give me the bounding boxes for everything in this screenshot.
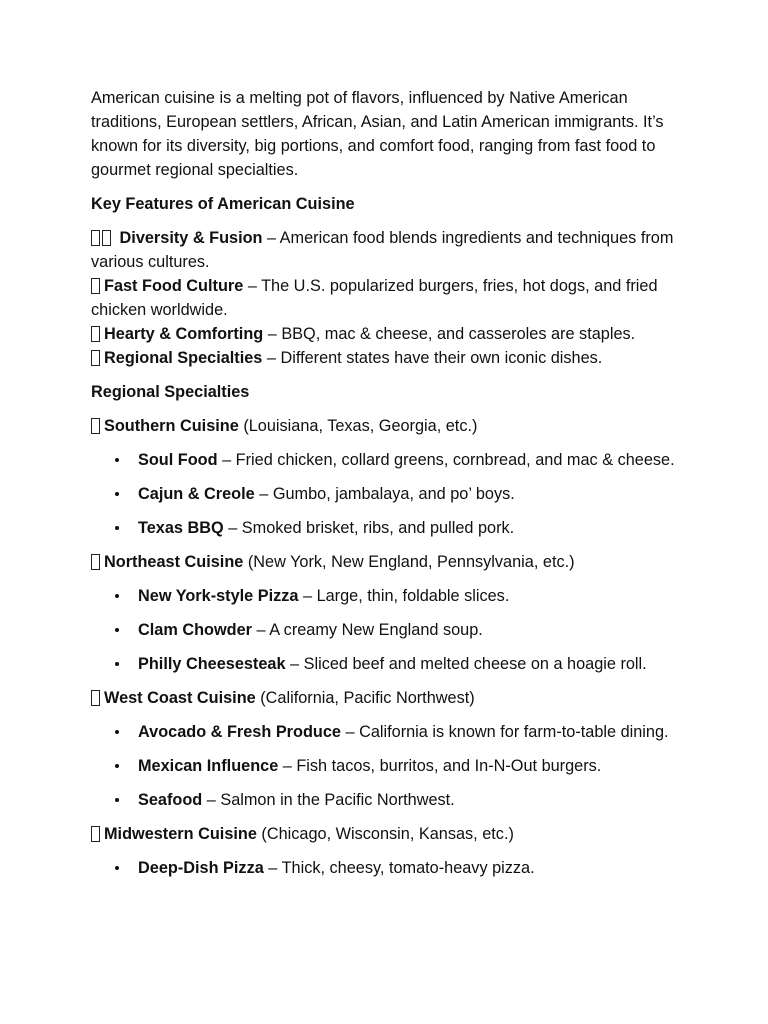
item-text: – Sliced beef and melted cheese on a hoagie roll.: [285, 655, 647, 673]
intro-paragraph: American cuisine is a melting pot of flavors, influenced by Native American traditions, European settlers, African, Asian, and Latin American immigrants. It’s known for its diversity, big portions, and comfort food, ranging from fast food to gourmet regional specialties.: [91, 89, 664, 179]
feature-item: [91, 322, 681, 346]
item-title: Texas BBQ: [138, 519, 224, 537]
feature-item: [91, 226, 681, 274]
list-item: [91, 788, 681, 812]
item-text: – Salmon in the Pacific Northwest.: [202, 791, 455, 809]
item-title: Cajun & Creole: [138, 485, 255, 503]
item-text: – Fried chicken, collard greens, cornbread, and mac & cheese.: [217, 451, 675, 469]
item-title: Seafood: [138, 791, 203, 809]
region-items-midwestern: [91, 856, 681, 880]
item-title: New York-style Pizza: [138, 587, 299, 605]
feature-item: [91, 346, 681, 370]
region-note: (Chicago, Wisconsin, Kansas, etc.): [256, 825, 514, 843]
item-text: – Thick, cheesy, tomato-heavy pizza.: [263, 859, 535, 877]
list-item: [91, 720, 681, 744]
list-item: [91, 448, 681, 472]
feature-title: Regional Specialties: [104, 349, 263, 367]
missing-glyph-icon: [91, 418, 100, 434]
region-heading-midwestern: [91, 822, 681, 846]
item-text: – Large, thin, foldable slices.: [298, 587, 510, 605]
region-items-southern: [91, 448, 681, 540]
feature-text: – The U.S. popularized burgers, fries, hot dogs, and fried chicken worldwide.: [91, 277, 658, 319]
region-note: (California, Pacific Northwest): [255, 689, 475, 707]
feature-text: – American food blends ingredients and techniques from various cultures.: [91, 229, 674, 271]
region-heading-northeast: [91, 550, 681, 574]
region-title: Northeast Cuisine: [104, 553, 244, 571]
item-text: – California is known for farm-to-table dining.: [340, 723, 669, 741]
feature-item: [91, 274, 681, 322]
region-title: Southern Cuisine: [104, 417, 239, 435]
item-title: Deep-Dish Pizza: [138, 859, 264, 877]
list-item: [91, 516, 681, 540]
region-heading-west-coast: [91, 686, 681, 710]
item-text: – Gumbo, jambalaya, and po’ boys.: [254, 485, 515, 503]
feature-title: Diversity & Fusion: [119, 229, 263, 247]
item-text: – Fish tacos, burritos, and In-N-Out burgers.: [278, 757, 602, 775]
region-title: Midwestern Cuisine: [104, 825, 257, 843]
missing-glyph-icon: [91, 350, 100, 366]
feature-text: – Different states have their own iconic dishes.: [262, 349, 603, 367]
list-item: [91, 754, 681, 778]
features-heading: Key Features of American Cuisine: [91, 195, 355, 213]
item-title: Clam Chowder: [138, 621, 252, 639]
missing-glyph-icon: [102, 230, 111, 246]
missing-glyph-icon: [91, 230, 100, 246]
item-title: Philly Cheesesteak: [138, 655, 286, 673]
list-item: [91, 856, 681, 880]
item-text: – A creamy New England soup.: [252, 621, 483, 639]
region-note: (New York, New England, Pennsylvania, etc.): [243, 553, 575, 571]
region-items-west-coast: [91, 720, 681, 812]
regions-heading: Regional Specialties: [91, 383, 250, 401]
item-title: Avocado & Fresh Produce: [138, 723, 341, 741]
feature-title: Hearty & Comforting: [104, 325, 264, 343]
missing-glyph-icon: [91, 278, 100, 294]
missing-glyph-icon: [91, 690, 100, 706]
missing-glyph-icon: [91, 326, 100, 342]
list-item: [91, 618, 681, 642]
list-item: [91, 584, 681, 608]
region-items-northeast: [91, 584, 681, 676]
item-title: Mexican Influence: [138, 757, 279, 775]
item-title: Soul Food: [138, 451, 218, 469]
region-heading-southern: [91, 414, 681, 438]
region-title: West Coast Cuisine: [104, 689, 256, 707]
features-list: [91, 226, 681, 370]
feature-title: Fast Food Culture: [104, 277, 244, 295]
item-text: – Smoked brisket, ribs, and pulled pork.: [223, 519, 515, 537]
missing-glyph-icon: [91, 826, 100, 842]
region-note: (Louisiana, Texas, Georgia, etc.): [238, 417, 478, 435]
document-page: [91, 86, 681, 890]
missing-glyph-icon: [91, 554, 100, 570]
feature-text: – BBQ, mac & cheese, and casseroles are staples.: [263, 325, 636, 343]
list-item: [91, 652, 681, 676]
list-item: [91, 482, 681, 506]
